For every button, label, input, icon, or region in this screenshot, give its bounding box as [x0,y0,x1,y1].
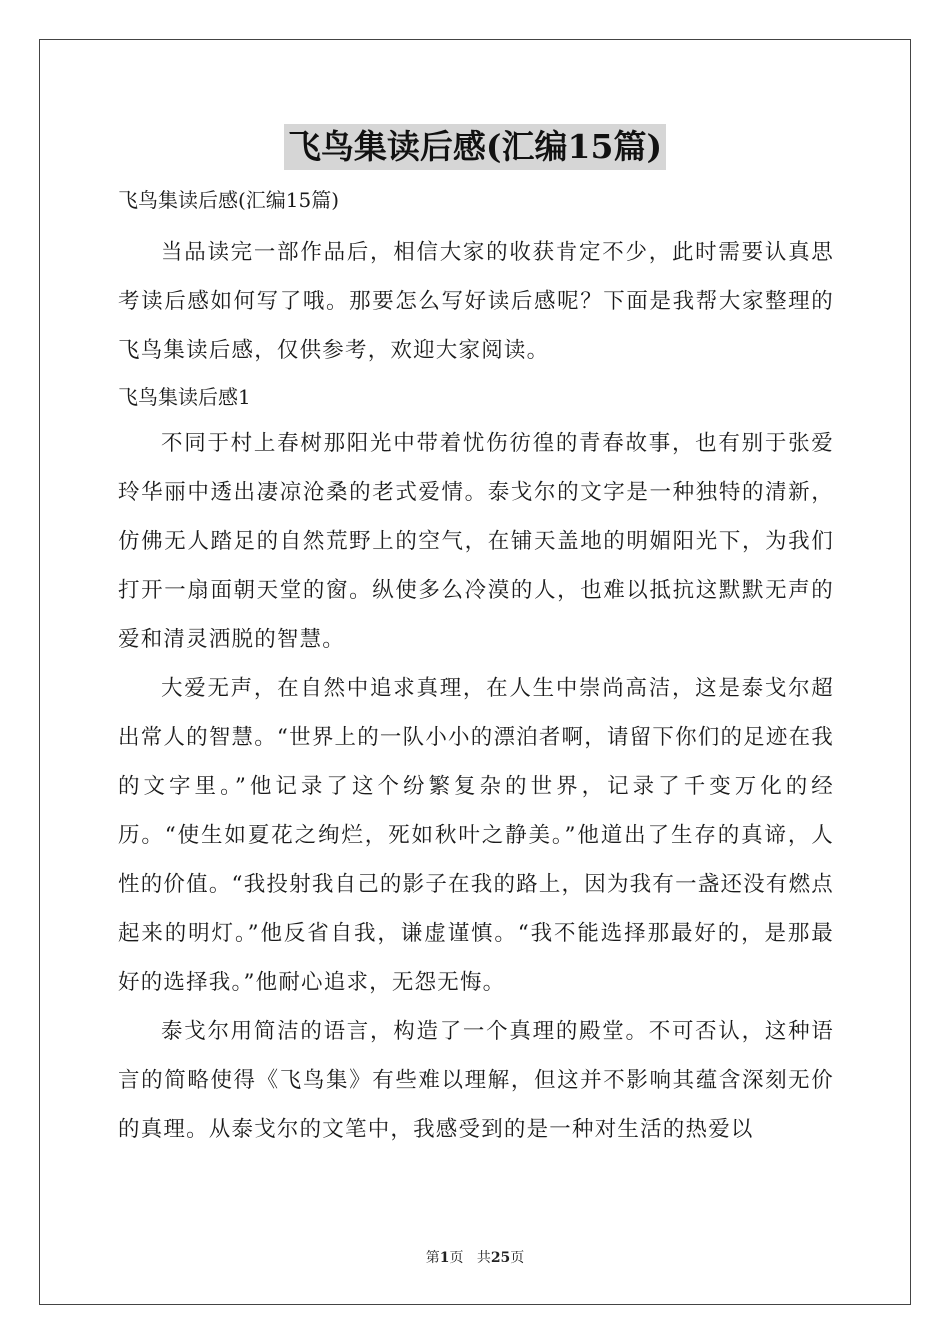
title-area [0,124,950,170]
body-paragraph-1: 不同于村上春树那阳光中带着忧伤彷徨的青春故事，也有别于张爱玲华丽中透出凄凉沧桑的老式爱情。泰戈尔的文字是一种独特的清新，仿佛无人踏足的自然荒野上的空气，在铺天盖地的明媚阳光下，为我们打开一扇面朝天堂的窗。纵使多么冷漠的人，也难以抵抗这默默无声的爱和清灵洒脱的智慧。 [118,431,834,652]
document-subtitle: 飞鸟集读后感(汇编15篇) [118,188,340,212]
body-paragraph-3: 泰戈尔用简洁的语言，构造了一个真理的殿堂。不可否认，这种语言的简略使得《飞鸟集》有些难以理解，但这并不影响其蕴含深刻无价的真理。从泰戈尔的文笔中，我感受到的是一种对生活的热爱以 [118,1019,834,1142]
page-footer [0,1247,950,1267]
document-body [118,182,834,1154]
document-title: 飞鸟集读后感(汇编15篇) [284,124,666,170]
section-heading: 飞鸟集读后感1 [118,385,251,409]
total-prefix: 共 [476,1250,491,1266]
body-paragraph-2: 大爱无声，在自然中追求真理，在人生中崇尚高洁，这是泰戈尔超出常人的智慧。“世界上的一队小小的漂泊者啊，请留下你们的足迹在我的文字里。”他记录了这个纷繁复杂的世界，记录了千变万化的经历。“使生如夏花之绚烂，死如秋叶之静美。”他道出了生存的真谛，人性的价值。“我投射我自己的影子在我的路上，因为我有一盏还没有燃点起来的明灯。”他反省自我，谦虚谨慎。“我不能选择那最好的，是那最好的选择我。”他耐心追求，无怨无悔。 [118,676,834,995]
current-page-number: 1 [439,1250,450,1266]
total-pages-number: 25 [490,1250,511,1266]
page-prefix: 第 [425,1250,440,1266]
intro-paragraph: 当品读完一部作品后，相信大家的收获肯定不少，此时需要认真思考读后感如何写了哦。那要怎么写好读后感呢？下面是我帮大家整理的飞鸟集读后感，仅供参考，欢迎大家阅读。 [118,240,834,363]
total-suffix: 页 [510,1250,525,1266]
page-suffix: 页 [449,1250,464,1266]
